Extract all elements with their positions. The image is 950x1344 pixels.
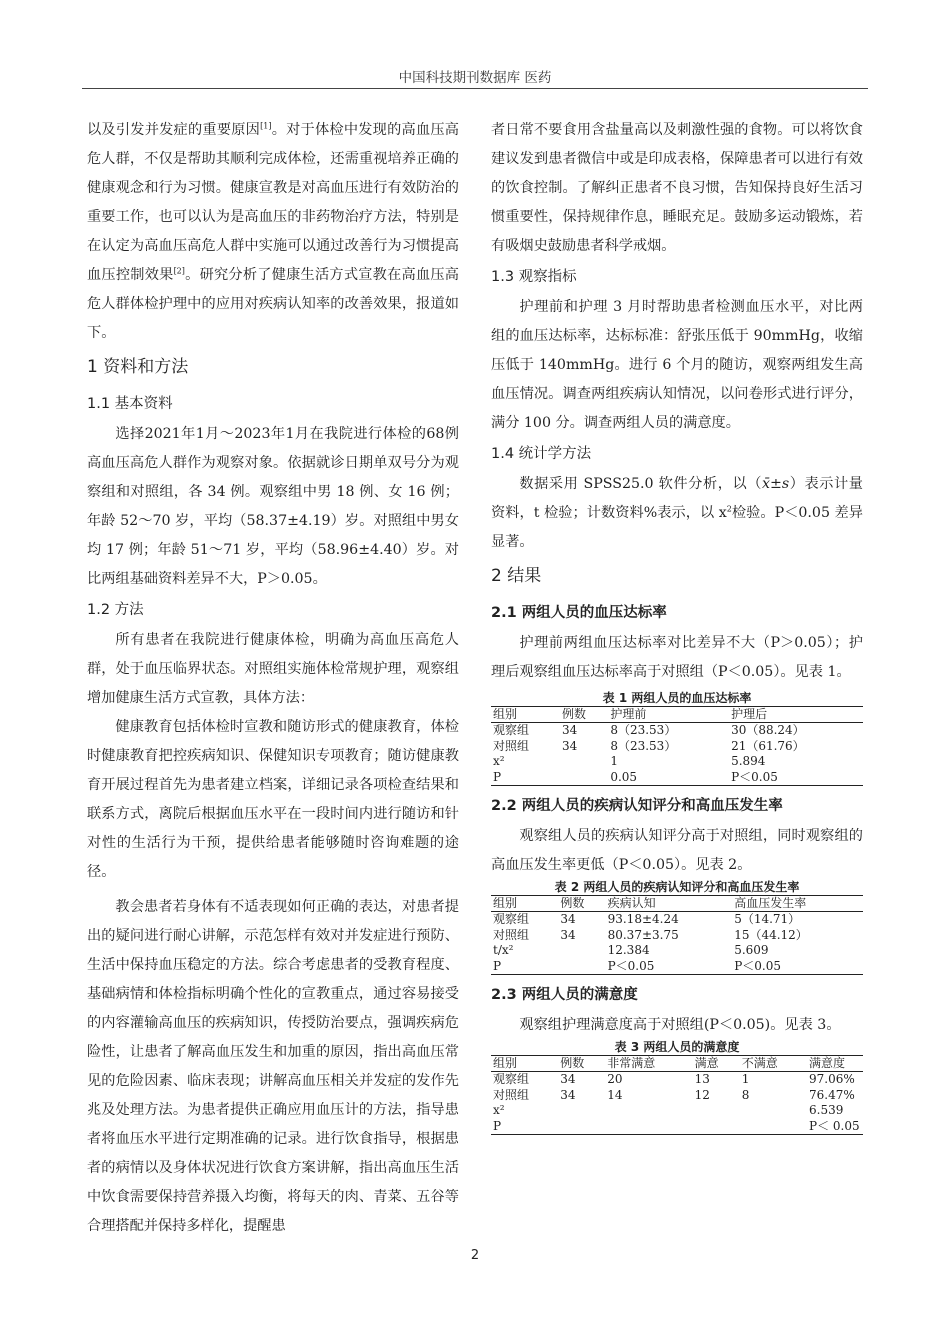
table-cell: 97.06% xyxy=(809,1072,855,1086)
table-cell: 对照组 xyxy=(493,738,530,753)
table-cell: 80.37±3.75 xyxy=(607,927,679,942)
table-header-cell: 组别 xyxy=(491,1056,558,1072)
ref-2[interactable]: [2] xyxy=(173,266,185,276)
table-row xyxy=(491,1072,863,1088)
table-cell: P＜0.05 xyxy=(732,959,863,975)
table-header-cell: 例数 xyxy=(558,1056,605,1072)
mean-sd-symbol: x̄±s xyxy=(762,476,790,492)
section-1-2-text-c: 教会患者若身体有不适表现如何正确的表达，对患者提出的疑问进行耐心讲解，示范怎样有效对并发症进行预防、生活中保持血压稳定的方法。综合考虑患者的受教育程度、基础病情和体检指标明确个性化的宣教重点，通过容易接受的内容灌输高血压的疾病知识，传授防治要点，强调疾病危险性，让患者了解高血压发生和加重的原因，指出高血压常见的危险因素、临床表现；讲解高血压相关并发症的发作先兆及处理方法。为患者提供正确应用血压计的方法，指导患者将血压水平进行定期准确的记录。进行饮食指导，根据患者的病情以及身体状况进行饮食方案讲解，指出高血压生活中饮食需要保持营养摄入均衡，将每天的肉、青菜、五谷等合理搭配并保持多样化，提醒患 xyxy=(87,899,459,1234)
table-2 xyxy=(491,895,863,975)
table-cell: P xyxy=(491,1119,558,1135)
section-2-1-heading: 2.1 两组人员的血压达标率 xyxy=(491,605,667,621)
table-header-cell: 组别 xyxy=(491,707,560,723)
table-cell: 对照组 xyxy=(493,1087,530,1102)
table-cell: 8 xyxy=(741,1087,750,1102)
table-cell: 观察组 xyxy=(493,912,530,926)
table-cell xyxy=(558,959,605,975)
table-cell: 34 xyxy=(562,738,578,753)
table-row xyxy=(491,912,863,928)
ref-1[interactable]: [1] xyxy=(260,121,272,131)
table-header-cell: 疾病认知 xyxy=(606,896,733,912)
continued-paragraph: 者日常不要食用含盐量高以及刺激性强的食物。可以将饮食建议发到患者微信中或是印成表格，保障患者可以进行有效的饮食控制。了解纠正患者不良习惯，告知保持良好生活习惯重要性，保持规律作息，睡眠充足。鼓励多运动锻炼，若有吸烟史鼓励患者科学戒烟。 xyxy=(491,122,863,254)
table-header-cell: 例数 xyxy=(560,707,608,723)
intro-paragraph: 以及引发并发症的重要原因[1]。对于体检中发现的高血压高危人群，不仅是帮助其顺利完成体检，还需重视培养正确的健康观念和行为习惯。健康宣教是对高血压进行有效防治的重要工作，也可以认为是高血压的非药物治疗方法，特别是在认定为高血压高危人群中实施可以通过改善行为习惯提高血压控制效果[2]。研究分析了健康生活方式宣教在高血压高危人群体检护理中的应用对疾病认知率的改善效果，报道如下。 xyxy=(87,121,459,341)
table-cell xyxy=(558,1119,605,1135)
table-cell: 5.609 xyxy=(734,943,769,957)
table-cell: 34 xyxy=(560,927,576,942)
section-1-1-heading: 1.1 基本资料 xyxy=(87,396,173,412)
table-cell xyxy=(558,943,605,959)
table-row xyxy=(491,1103,863,1119)
table-cell: 34 xyxy=(560,912,576,926)
page-number: 2 xyxy=(470,1248,480,1263)
table-cell: 15（44.12） xyxy=(734,927,808,942)
section-1-2-text-b: 健康教育包括体检时宣教和随访形式的健康教育，体检时健康教育把控疾病知识、保健知识专项教育；随访健康教育开展过程首先为患者建立档案，详细记录各项检查结果和联系方式，离院后根据血压水平在一段时间内进行随访和针对性的生活行为干预，提供给患者能够随时咨询难题的途径。 xyxy=(87,719,459,880)
table-cell: 34 xyxy=(562,723,578,737)
table-row xyxy=(491,723,863,739)
table-header-cell: 不满意 xyxy=(740,1056,807,1072)
table-cell: 76.47% xyxy=(809,1087,855,1102)
table-cell: 8（23.53） xyxy=(610,723,677,737)
table-row xyxy=(491,928,863,944)
left-column xyxy=(87,116,459,1241)
section-2-3-text: 观察组护理满意度高于对照组(P＜0.05)。见表 3。 xyxy=(519,1017,841,1033)
section-1-3-heading: 1.3 观察指标 xyxy=(491,269,577,285)
table-cell: 30（88.24） xyxy=(731,723,805,737)
table-cell: P xyxy=(491,959,558,975)
table-cell: 0.05 xyxy=(608,770,729,786)
section-1-heading: 1 资料和方法 xyxy=(87,357,189,377)
table-cell: 21（61.76） xyxy=(731,738,805,753)
table-cell: 对照组 xyxy=(493,927,530,942)
table-row xyxy=(491,754,863,770)
table-cell: 14 xyxy=(607,1087,623,1102)
table-cell: P＜0.05 xyxy=(606,959,733,975)
table-header-cell: 满意度 xyxy=(807,1056,863,1072)
table-cell: 5.894 xyxy=(731,754,766,768)
table-row xyxy=(491,739,863,755)
table-cell xyxy=(605,1119,692,1135)
table-header-cell: 满意 xyxy=(693,1056,740,1072)
right-column xyxy=(491,116,863,1135)
table-1-caption: 表 1 两组人员的血压达标率 xyxy=(602,691,752,705)
table-row xyxy=(491,1088,863,1104)
table-cell: 12 xyxy=(694,1087,710,1102)
table-cell: 观察组 xyxy=(493,1072,530,1086)
table-cell: 6.539 xyxy=(809,1103,844,1117)
table-header-cell: 组别 xyxy=(491,896,558,912)
section-1-3-text: 护理前和护理 3 月时帮助患者检测血压水平，对比两组的血压达标率，达标标准：舒张压低于 90mmHg，收缩压低于 140mmHg。进行 6 个月的随访，观察两组发生高血压情况。调查两组疾病认知情况，以问卷形式进行评分，满分 100 分。调查两组人员的满意度。 xyxy=(491,299,863,431)
table-3 xyxy=(491,1055,863,1135)
table-row xyxy=(491,959,863,975)
journal-header: 中国科技期刊数据库 医药 xyxy=(398,70,552,86)
table-header-cell: 非常满意 xyxy=(605,1056,692,1072)
table-row xyxy=(491,943,863,959)
section-1-1-text: 选择2021年1月～2023年1月在我院进行体检的68例高血压高危人群作为观察对象。依据就诊日期单双号分为观察组和对照组，各 34 例。观察组中男 18 例、女 16 例；年龄 52～70 岁，平均（58.37±4.19）岁。对照组中男女均 17 例；年龄 51～71 岁，平均（58.96±4.40）岁。对比两组基础资料差异不大，P＞0.05。 xyxy=(87,426,459,587)
table-cell: x² xyxy=(493,1103,505,1117)
table-cell: 8（23.53） xyxy=(610,738,677,753)
table-cell: P＜ 0.05 xyxy=(807,1119,863,1135)
table-2-caption: 表 2 两组人员的疾病认知评分和高血压发生率 xyxy=(554,880,800,894)
table-header-cell: 高血压发生率 xyxy=(732,896,863,912)
table-cell xyxy=(560,754,608,770)
table-cell: 13 xyxy=(694,1072,710,1086)
table-cell: 20 xyxy=(607,1072,623,1086)
table-3-caption: 表 3 两组人员的满意度 xyxy=(614,1040,740,1054)
table-header-cell: 例数 xyxy=(558,896,605,912)
section-2-2-heading: 2.2 两组人员的疾病认知评分和高血压发生率 xyxy=(491,798,783,814)
table-cell xyxy=(693,1103,740,1119)
table-cell: 1 xyxy=(741,1072,750,1086)
table-cell xyxy=(558,1103,605,1119)
table-cell: 12.384 xyxy=(607,943,650,957)
table-1 xyxy=(491,706,863,786)
table-cell xyxy=(693,1119,740,1135)
table-cell: P xyxy=(491,770,560,786)
table-cell: 34 xyxy=(560,1087,576,1102)
table-header-cell: 护理前 xyxy=(608,707,729,723)
section-2-heading: 2 结果 xyxy=(491,566,542,586)
table-cell: P＜0.05 xyxy=(729,770,863,786)
table-cell: 34 xyxy=(560,1072,576,1086)
table-header-cell: 护理后 xyxy=(729,707,863,723)
section-1-2-heading: 1.2 方法 xyxy=(87,602,144,618)
section-2-2-text: 观察组人员的疾病认知评分高于对照组，同时观察组的高血压发生率更低（P＜0.05）。见表 2。 xyxy=(491,828,863,873)
table-cell xyxy=(605,1103,692,1119)
header-rule xyxy=(82,88,868,89)
section-2-1-text: 护理前两组血压达标率对比差异不大（P＞0.05）；护理后观察组血压达标率高于对照组（P＜0.05）。见表 1。 xyxy=(491,635,863,680)
section-2-3-heading: 2.3 两组人员的满意度 xyxy=(491,987,638,1003)
table-cell xyxy=(740,1103,807,1119)
table-cell: 观察组 xyxy=(493,723,530,737)
table-row xyxy=(491,1119,863,1135)
table-cell xyxy=(560,770,608,786)
table-cell: 5（14.71） xyxy=(734,912,801,926)
table-cell: x² xyxy=(493,754,505,768)
table-cell: t/x² xyxy=(493,943,514,957)
table-cell: 1 xyxy=(610,754,618,768)
section-1-2-text-a: 所有患者在我院进行健康体检，明确为高血压高危人群，处于血压临界状态。对照组实施体检常规护理，观察组增加健康生活方式宣教，具体方法： xyxy=(87,632,459,706)
table-cell xyxy=(740,1119,807,1135)
section-1-4-text: 数据采用 SPSS25.0 软件分析，以（x̄±s）表示计量资料，t 检验；计数资料%表示，以 $x^2$检验。P＜0.05 差异显著。 xyxy=(491,476,863,550)
table-row xyxy=(491,770,863,786)
section-1-4-heading: 1.4 统计学方法 xyxy=(491,446,592,462)
table-cell: 93.18±4.24 xyxy=(607,912,679,926)
